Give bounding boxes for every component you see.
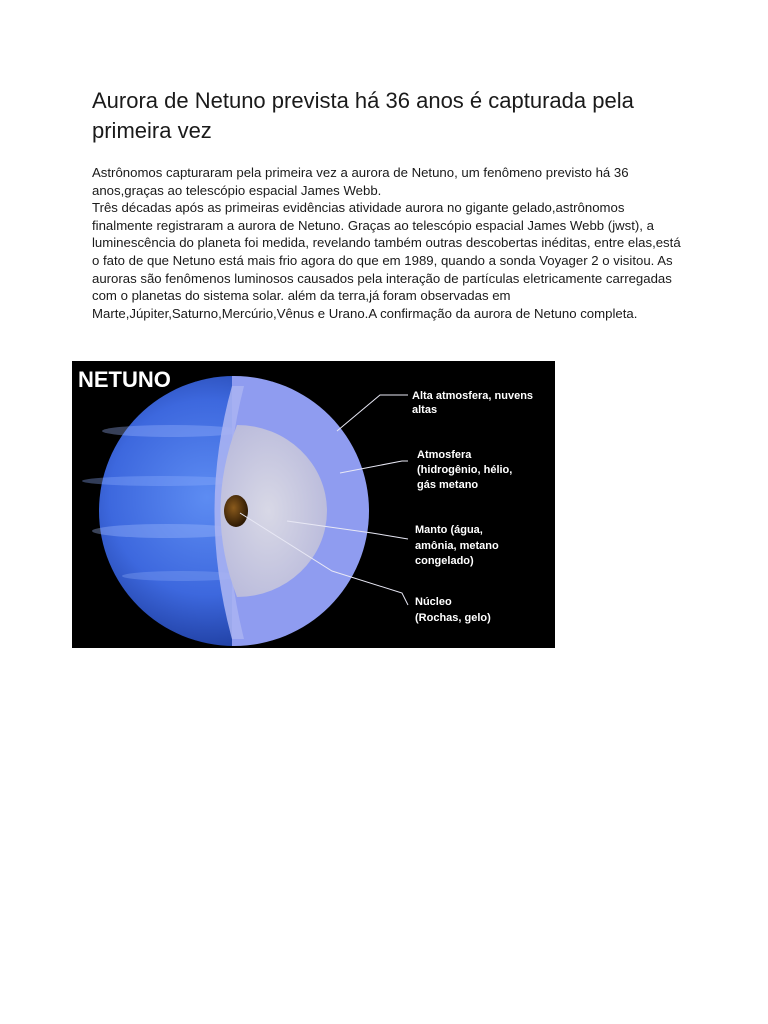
label-mantle-line-1: Manto (água, [415, 524, 483, 536]
label-core-line-1: Núcleo [415, 596, 452, 608]
label-upper-atmosphere-line-1: Alta atmosfera, nuvens [412, 390, 534, 402]
figure-heading: NETUNO [78, 367, 171, 392]
label-atmosphere-line-1: Atmosfera [417, 449, 472, 461]
article-paragraph-1: Astrônomos capturaram pela primeira vez a aurora de Netuno, um fenômeno previsto há 36 anos,graças ao telescópio espacial James Webb. [92, 165, 629, 198]
label-core-line-2: (Rochas, gelo) [415, 612, 491, 624]
label-mantle-line-3: congelado) [415, 555, 474, 567]
label-upper-atmosphere-line-2: altas [412, 404, 438, 416]
label-atmosphere-line-2: (hidrogênio, hélio, [417, 464, 513, 476]
neptune-structure-figure [72, 361, 555, 648]
article-body [92, 164, 682, 322]
label-atmosphere-line-3: gás metano [417, 479, 479, 491]
article-paragraph-2: Três décadas após as primeiras evidências atividade aurora no gigante gelado,astrônomos finalmente registraram a aurora de Netuno. Graças ao telescópio espacial James Webb (jwst), a luminescência do planeta foi medida, revelando também outras descobertas inéditas, entre elas,está o fato de que Netuno está mais frio agora do que em 1989, quando a sonda Voyager 2 o visitou. As auroras são fenômenos luminosos causados pela interação de partículas eletricamente carregadas com o planetas do sistema solar. além da terra,já foram observadas em Marte,Júpiter,Saturno,Mercúrio,Vênus e Urano.A confirmação da aurora de Netuno completa. [92, 200, 681, 321]
article-title: Aurora de Netuno prevista há 36 anos é capturada pela primeira vez [92, 88, 634, 143]
core [224, 495, 248, 527]
label-mantle-line-2: amônia, metano [415, 540, 499, 552]
